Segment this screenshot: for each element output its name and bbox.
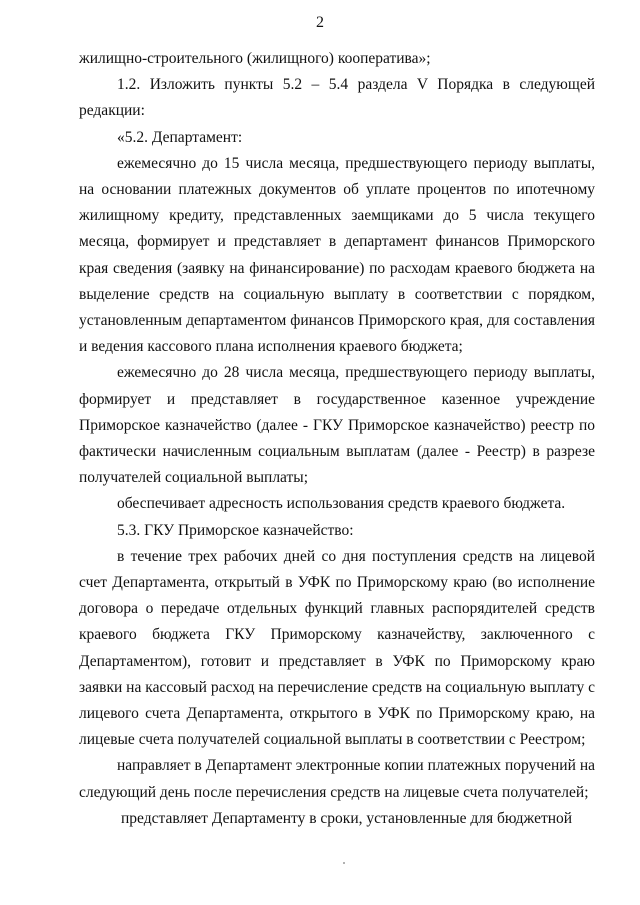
paragraph-targeted-use: обеспечивает адресность использования средств краевого бюджета. xyxy=(117,495,566,513)
scan-speck xyxy=(343,862,345,864)
page-number: 2 xyxy=(316,14,324,31)
paragraph-section-5-3-heading: 5.3. ГКУ Приморское казначейство: xyxy=(117,521,354,539)
paragraph-cooperative-end: жилищно-строительного (жилищного) кооператива»; xyxy=(79,50,431,67)
paragraph-item-1-2: 1.2. Изложить пункты 5.2 – 5.4 раздела V Порядка в следующей редакции: xyxy=(79,76,595,120)
paragraph-monthly-15: ежемесячно до 15 числа месяца, предшествующего периоду выплаты, на основании платежных документов об уплате процентов по ипотечному жилищному кредиту, представленных заемщиками до 5 числа текущего месяца, формирует и представляет в департамент финансов Приморского края сведения (заявку на финансирование) по расходам краевого бюджета на выделение средств на социальную выплату в соответствии с порядком, установленным департаментом финансов Приморского края, для составления и ведения кассового плана исполнения краевого бюджета; xyxy=(79,154,595,356)
paragraph-section-5-2-heading: «5.2. Департамент: xyxy=(117,128,243,146)
paragraph-electronic-copies: направляет в Департамент электронные копии платежных поручений на следующий день после перечисления средств на лицевые счета получателей; xyxy=(79,757,595,801)
paragraph-monthly-28: ежемесячно до 28 числа месяца, предшествующего периоду выплаты, формирует и представляет в государственное казенное учреждение Приморское казначейство (далее - ГКУ Приморское казначейство) реестр по фактически начисленным социальным выплатам (далее - Реестр) в разрезе получателей социальной выплаты; xyxy=(79,364,595,487)
paragraph-three-working-days: в течение трех рабочих дней со дня поступления средств на лицевой счет Департамента, открытый в УФК по Приморскому краю (во исполнение договора о передаче отдельных функций главных распорядителей средств краевого бюджета ГКУ Приморскому казначейству, заключенного с Департаментом), готовит и представляет в УФК по Приморскому краю заявки на кассовый расход на перечисление средств на социальную выплату с лицевого счета Департамента, открытого в УФК по Приморскому краю, на лицевые счета получателей социальной выплаты в соответствии с Реестром; xyxy=(79,547,595,749)
document-body xyxy=(79,46,595,832)
paragraph-submits-to-department: представляет Департаменту в сроки, установленные для бюджетной xyxy=(121,809,573,827)
